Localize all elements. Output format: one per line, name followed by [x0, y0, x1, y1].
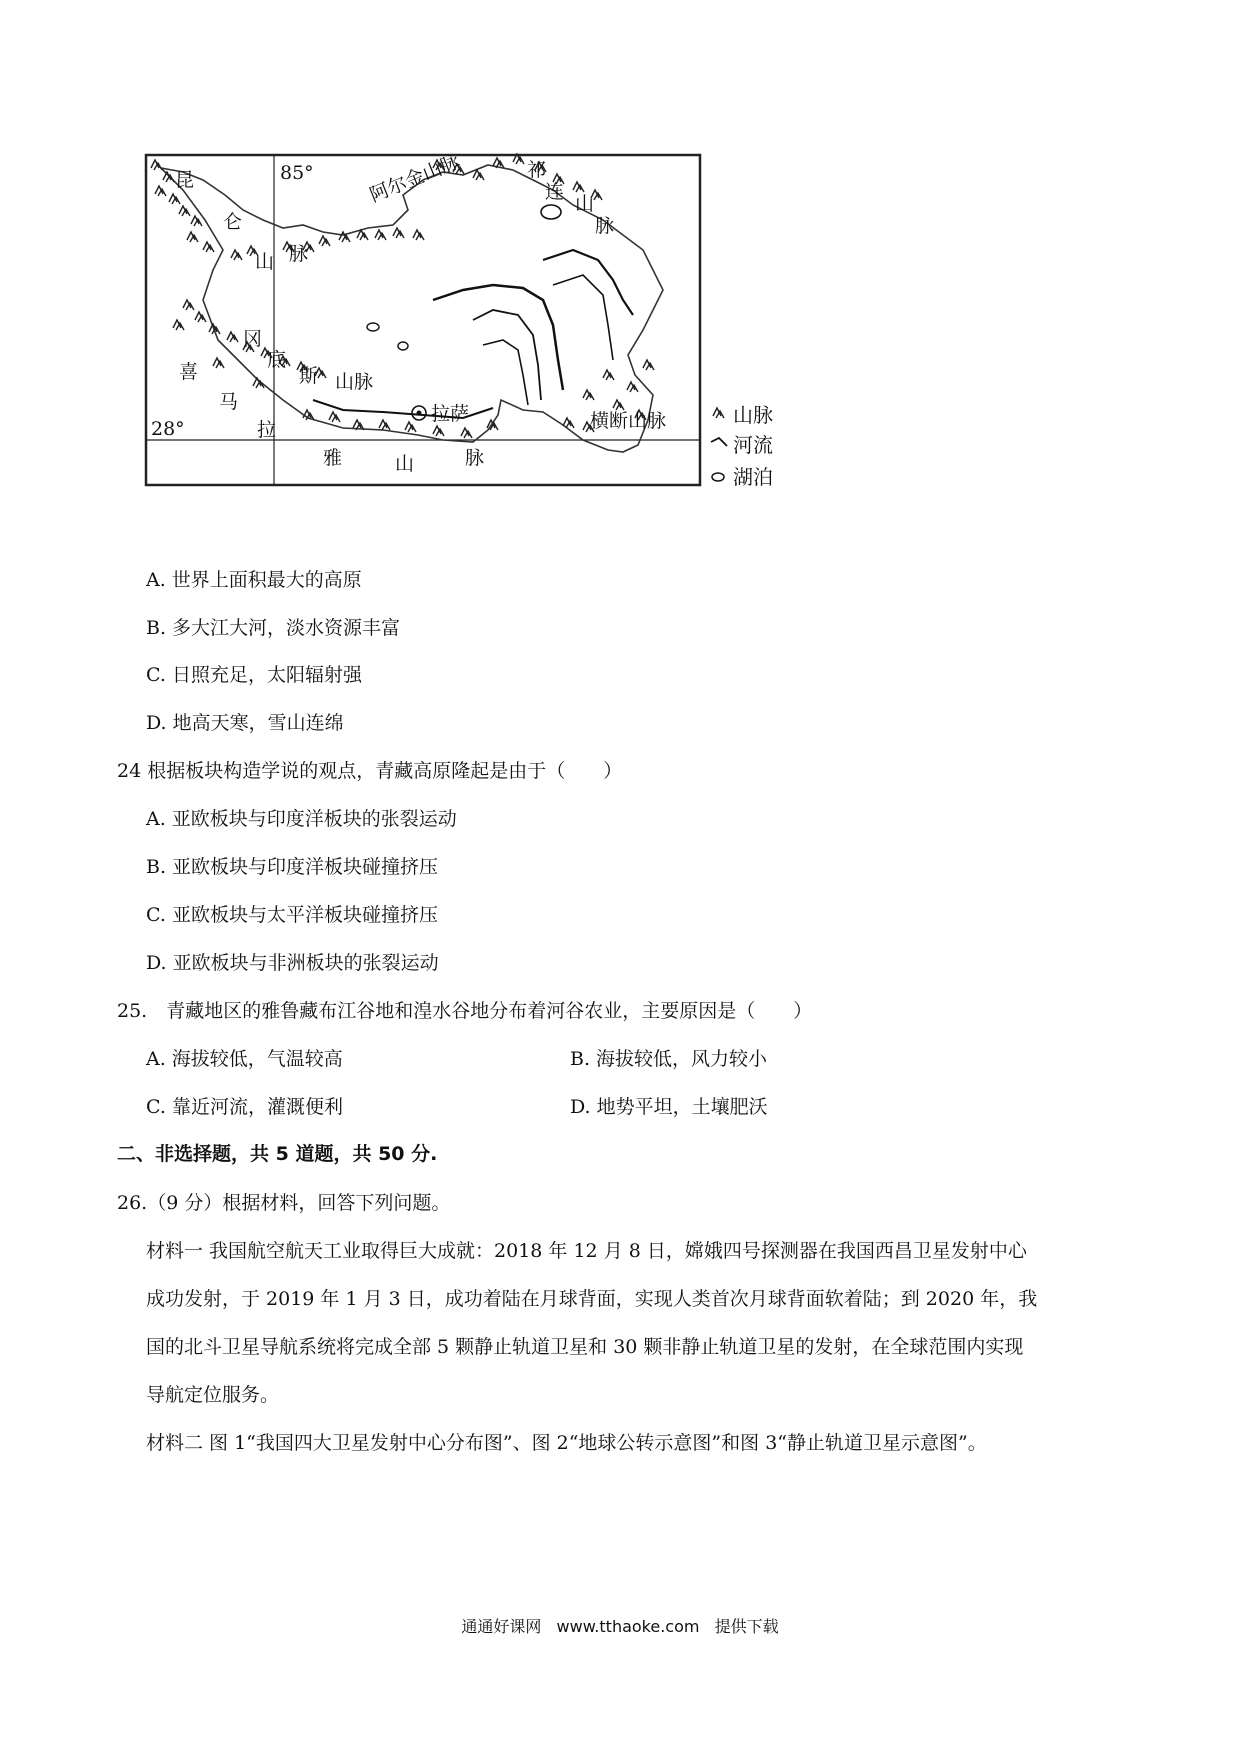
label-altun: 阿尔金山脉	[366, 150, 463, 207]
q24-option-b: B. 亚欧板块与印度洋板块碰撞挤压	[146, 856, 439, 878]
label-himalaya-2: 马	[219, 391, 239, 413]
footer-url[interactable]: www.tthaoke.com	[556, 1617, 700, 1636]
label-himalaya-4: 雅	[323, 447, 343, 469]
footer-tail: 提供下载	[714, 1617, 779, 1636]
legend-lake: 湖泊	[733, 465, 773, 489]
footer-site: 通通好课网	[461, 1617, 542, 1636]
river-1	[433, 285, 563, 390]
q24-option-d: D. 亚欧板块与非洲板块的张裂运动	[146, 952, 439, 974]
q25-stem: 25. 青藏地区的雅鲁藏布江谷地和湟水谷地分布着河谷农业，主要原因是（ ）	[117, 1000, 813, 1022]
label-lhasa: 拉萨	[431, 403, 470, 425]
river-2	[473, 310, 541, 400]
legend-lake-symbol	[712, 473, 724, 481]
river-3	[483, 340, 528, 405]
label-kunlun-1: 昆	[175, 169, 195, 191]
label-qilian-4: 脉	[595, 215, 615, 237]
q25-option-d: D. 地势平坦，土壤肥沃	[570, 1096, 768, 1118]
label-qilian-3: 山	[575, 193, 595, 215]
label-himalaya-1: 喜	[179, 361, 199, 383]
section-heading: 二、非选择题，共 5 道题，共 50 分.	[117, 1143, 438, 1165]
label-kunlun-2: 仑	[223, 211, 243, 233]
label-gangdise-4: 山脉	[335, 371, 374, 393]
q23-option-b: B. 多大江大河，淡水资源丰富	[146, 617, 401, 639]
legend-river-symbol	[711, 438, 727, 446]
label-gangdise-2: 底	[267, 349, 287, 371]
qinghai-tibet-map	[143, 150, 811, 496]
q24-option-a: A. 亚欧板块与印度洋板块的张裂运动	[146, 808, 457, 830]
map-legend	[711, 403, 773, 489]
label-himalaya-5: 山	[395, 453, 415, 475]
lake-2	[398, 342, 408, 350]
q26-stem: 26.（9 分）根据材料，回答下列问题。	[117, 1192, 451, 1214]
label-kunlun-4: 脉	[289, 243, 309, 265]
river-5	[553, 275, 613, 360]
lat-label: 28°	[151, 418, 185, 440]
label-qilian-2: 连	[545, 181, 565, 203]
label-qilian-1: 祁	[527, 159, 547, 181]
lhasa-marker	[412, 406, 426, 420]
q24-stem: 24 根据板块构造学说的观点，青藏高原隆起是由于（ ）	[117, 760, 623, 782]
qinghai-lake	[541, 205, 561, 219]
label-himalaya-6: 脉	[465, 447, 485, 469]
q25-option-a: A. 海拔较低，气温较高	[146, 1048, 343, 1070]
material1-line-3: 国的北斗卫星导航系统将完成全部 5 颗静止轨道卫星和 30 颗非静止轨道卫星的发射，在全球范围内实现	[146, 1336, 1024, 1358]
q25-option-c: C. 靠近河流，灌溉便利	[146, 1096, 343, 1118]
legend-mountain: 山脉	[733, 403, 773, 427]
label-hengduan: 横断山脉	[590, 410, 667, 432]
page-footer	[0, 1614, 1240, 1637]
material1-line-4: 导航定位服务。	[146, 1384, 280, 1406]
material1-line-2: 成功发射，于 2019 年 1 月 3 日，成功着陆在月球背面，实现人类首次月球背面软着陆；到 2020 年，我	[146, 1288, 1038, 1310]
material2: 材料二 图 1“我国四大卫星发射中心分布图”、图 2“地球公转示意图”和图 3“静止轨道卫星示意图”。	[146, 1432, 987, 1454]
label-gangdise-3: 斯	[299, 365, 319, 387]
q23-option-d: D. 地高天寒，雪山连绵	[146, 712, 344, 734]
label-kunlun-3: 山	[255, 251, 275, 273]
q24-option-c: C. 亚欧板块与太平洋板块碰撞挤压	[146, 904, 438, 926]
material1-line-1: 材料一 我国航空航天工业取得巨大成就：2018 年 12 月 8 日，嫦娥四号探测器在我国西昌卫星发射中心	[146, 1240, 1027, 1262]
legend-river: 河流	[733, 433, 773, 457]
label-himalaya-3: 拉	[257, 419, 277, 441]
q23-option-c: C. 日照充足，太阳辐射强	[146, 664, 362, 686]
lon-label: 85°	[280, 162, 314, 184]
lake-1	[367, 323, 379, 331]
q23-option-a: A. 世界上面积最大的高原	[146, 569, 362, 591]
river-4	[543, 250, 633, 315]
q25-option-b: B. 海拔较低，风力较小	[570, 1048, 768, 1070]
label-gangdise-1: 冈	[243, 328, 263, 350]
